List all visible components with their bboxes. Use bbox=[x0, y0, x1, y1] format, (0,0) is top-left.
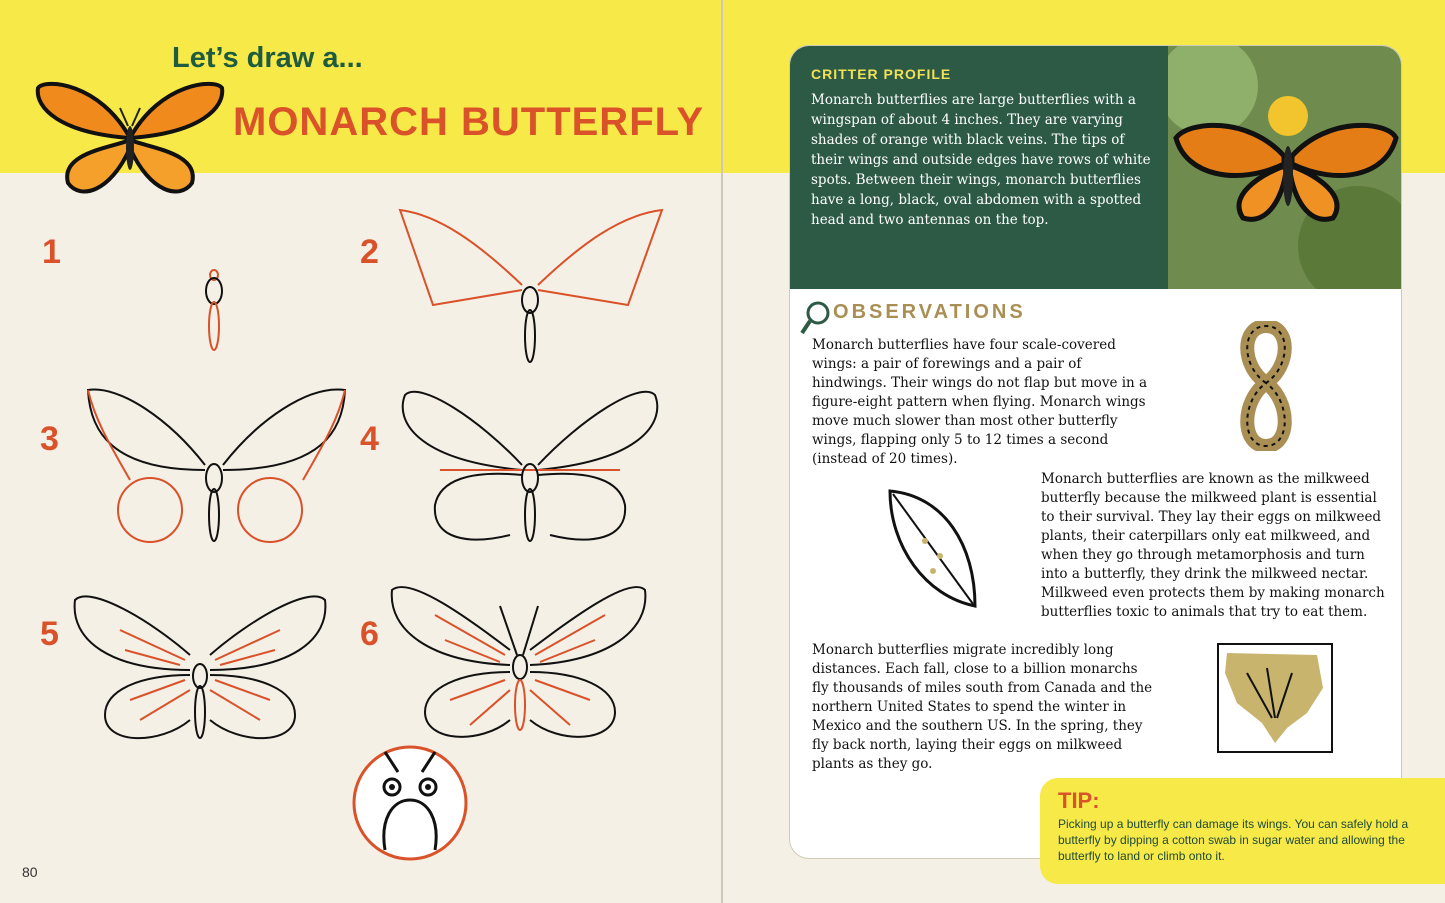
page-title: MONARCH BUTTERFLY bbox=[233, 100, 705, 144]
critter-profile-panel bbox=[790, 46, 1168, 289]
step-2-drawing bbox=[400, 210, 662, 362]
step-3-drawing bbox=[88, 390, 345, 542]
migration-map-icon bbox=[1217, 643, 1333, 753]
step-number-3: 3 bbox=[40, 420, 59, 458]
page-number: 80 bbox=[22, 864, 38, 880]
observations-title-rest: BSERVATIONS bbox=[851, 301, 1026, 323]
monarch-illustration bbox=[38, 84, 222, 192]
magnifier-icon bbox=[800, 301, 830, 337]
figure-eight-icon bbox=[1236, 321, 1296, 451]
step-4-drawing bbox=[403, 392, 658, 541]
step-6-drawing bbox=[392, 587, 646, 737]
step-5-drawing bbox=[75, 596, 326, 738]
step-1-drawing bbox=[206, 270, 222, 350]
observation-paragraph-2: Monarch butterflies are known as the milkweed butterfly because the milkweed plant is essential to their survival. They lay their eggs on milkweed plants, their caterpillars only eat milkweed, and when they go through metamorphosis and turn into a butterfly, they drink the milkweed nectar. Milkweed even protects them by making monarch butterflies toxic to animals that try to eat them. bbox=[1041, 471, 1385, 620]
step-number-4: 4 bbox=[360, 420, 379, 458]
butterfly-photo bbox=[1168, 46, 1401, 289]
observations-title bbox=[833, 301, 1026, 324]
head-detail-circle bbox=[354, 747, 466, 859]
tip-text: Picking up a butterfly can damage its wings. You can safely hold a butterfly by dipping a cotton swab in sugar water and allowing the butterfly to land or climb onto it. bbox=[1058, 817, 1409, 863]
critter-profile-text: Monarch butterflies are large butterflies with a wingspan of about 4 inches. They are varying shades of orange with black veins. The tips of their wings and outside edges have rows of white spots. Between their wings, monarch butterflies have a long, black, oval abdomen with a spotted head and two antennas on the top. bbox=[811, 92, 1151, 228]
step-number-2: 2 bbox=[360, 233, 379, 271]
step-number-5: 5 bbox=[40, 615, 59, 653]
content-card bbox=[789, 45, 1402, 859]
milkweed-leaf-icon bbox=[885, 486, 980, 611]
observations-title-initial: O bbox=[833, 301, 852, 323]
tip-box bbox=[1040, 778, 1445, 884]
step-number-6: 6 bbox=[360, 615, 379, 653]
critter-profile-label: CRITTER PROFILE bbox=[811, 66, 952, 82]
tip-title: TIP: bbox=[1058, 788, 1100, 813]
step-number-1: 1 bbox=[42, 233, 61, 271]
page-kicker: Let’s draw a... bbox=[172, 42, 363, 74]
observation-paragraph-3: Monarch butterflies migrate incredibly long distances. Each fall, close to a billion monarchs fly thousands of miles south from Canada and the northern United States to spend the winter in Mexico and the southern US. In the spring, they fly back north, laying their eggs on milkweed plants as they go. bbox=[812, 642, 1153, 772]
observation-paragraph-1: Monarch butterflies have four scale-covered wings: a pair of forewings and a pair of hindwings. Their wings do not flap but move in a figure-eight pattern when flying. Monarch wings move much slower than most other butterfly wings, flapping only 5 to 12 times a second (instead of 20 times). bbox=[812, 337, 1148, 467]
